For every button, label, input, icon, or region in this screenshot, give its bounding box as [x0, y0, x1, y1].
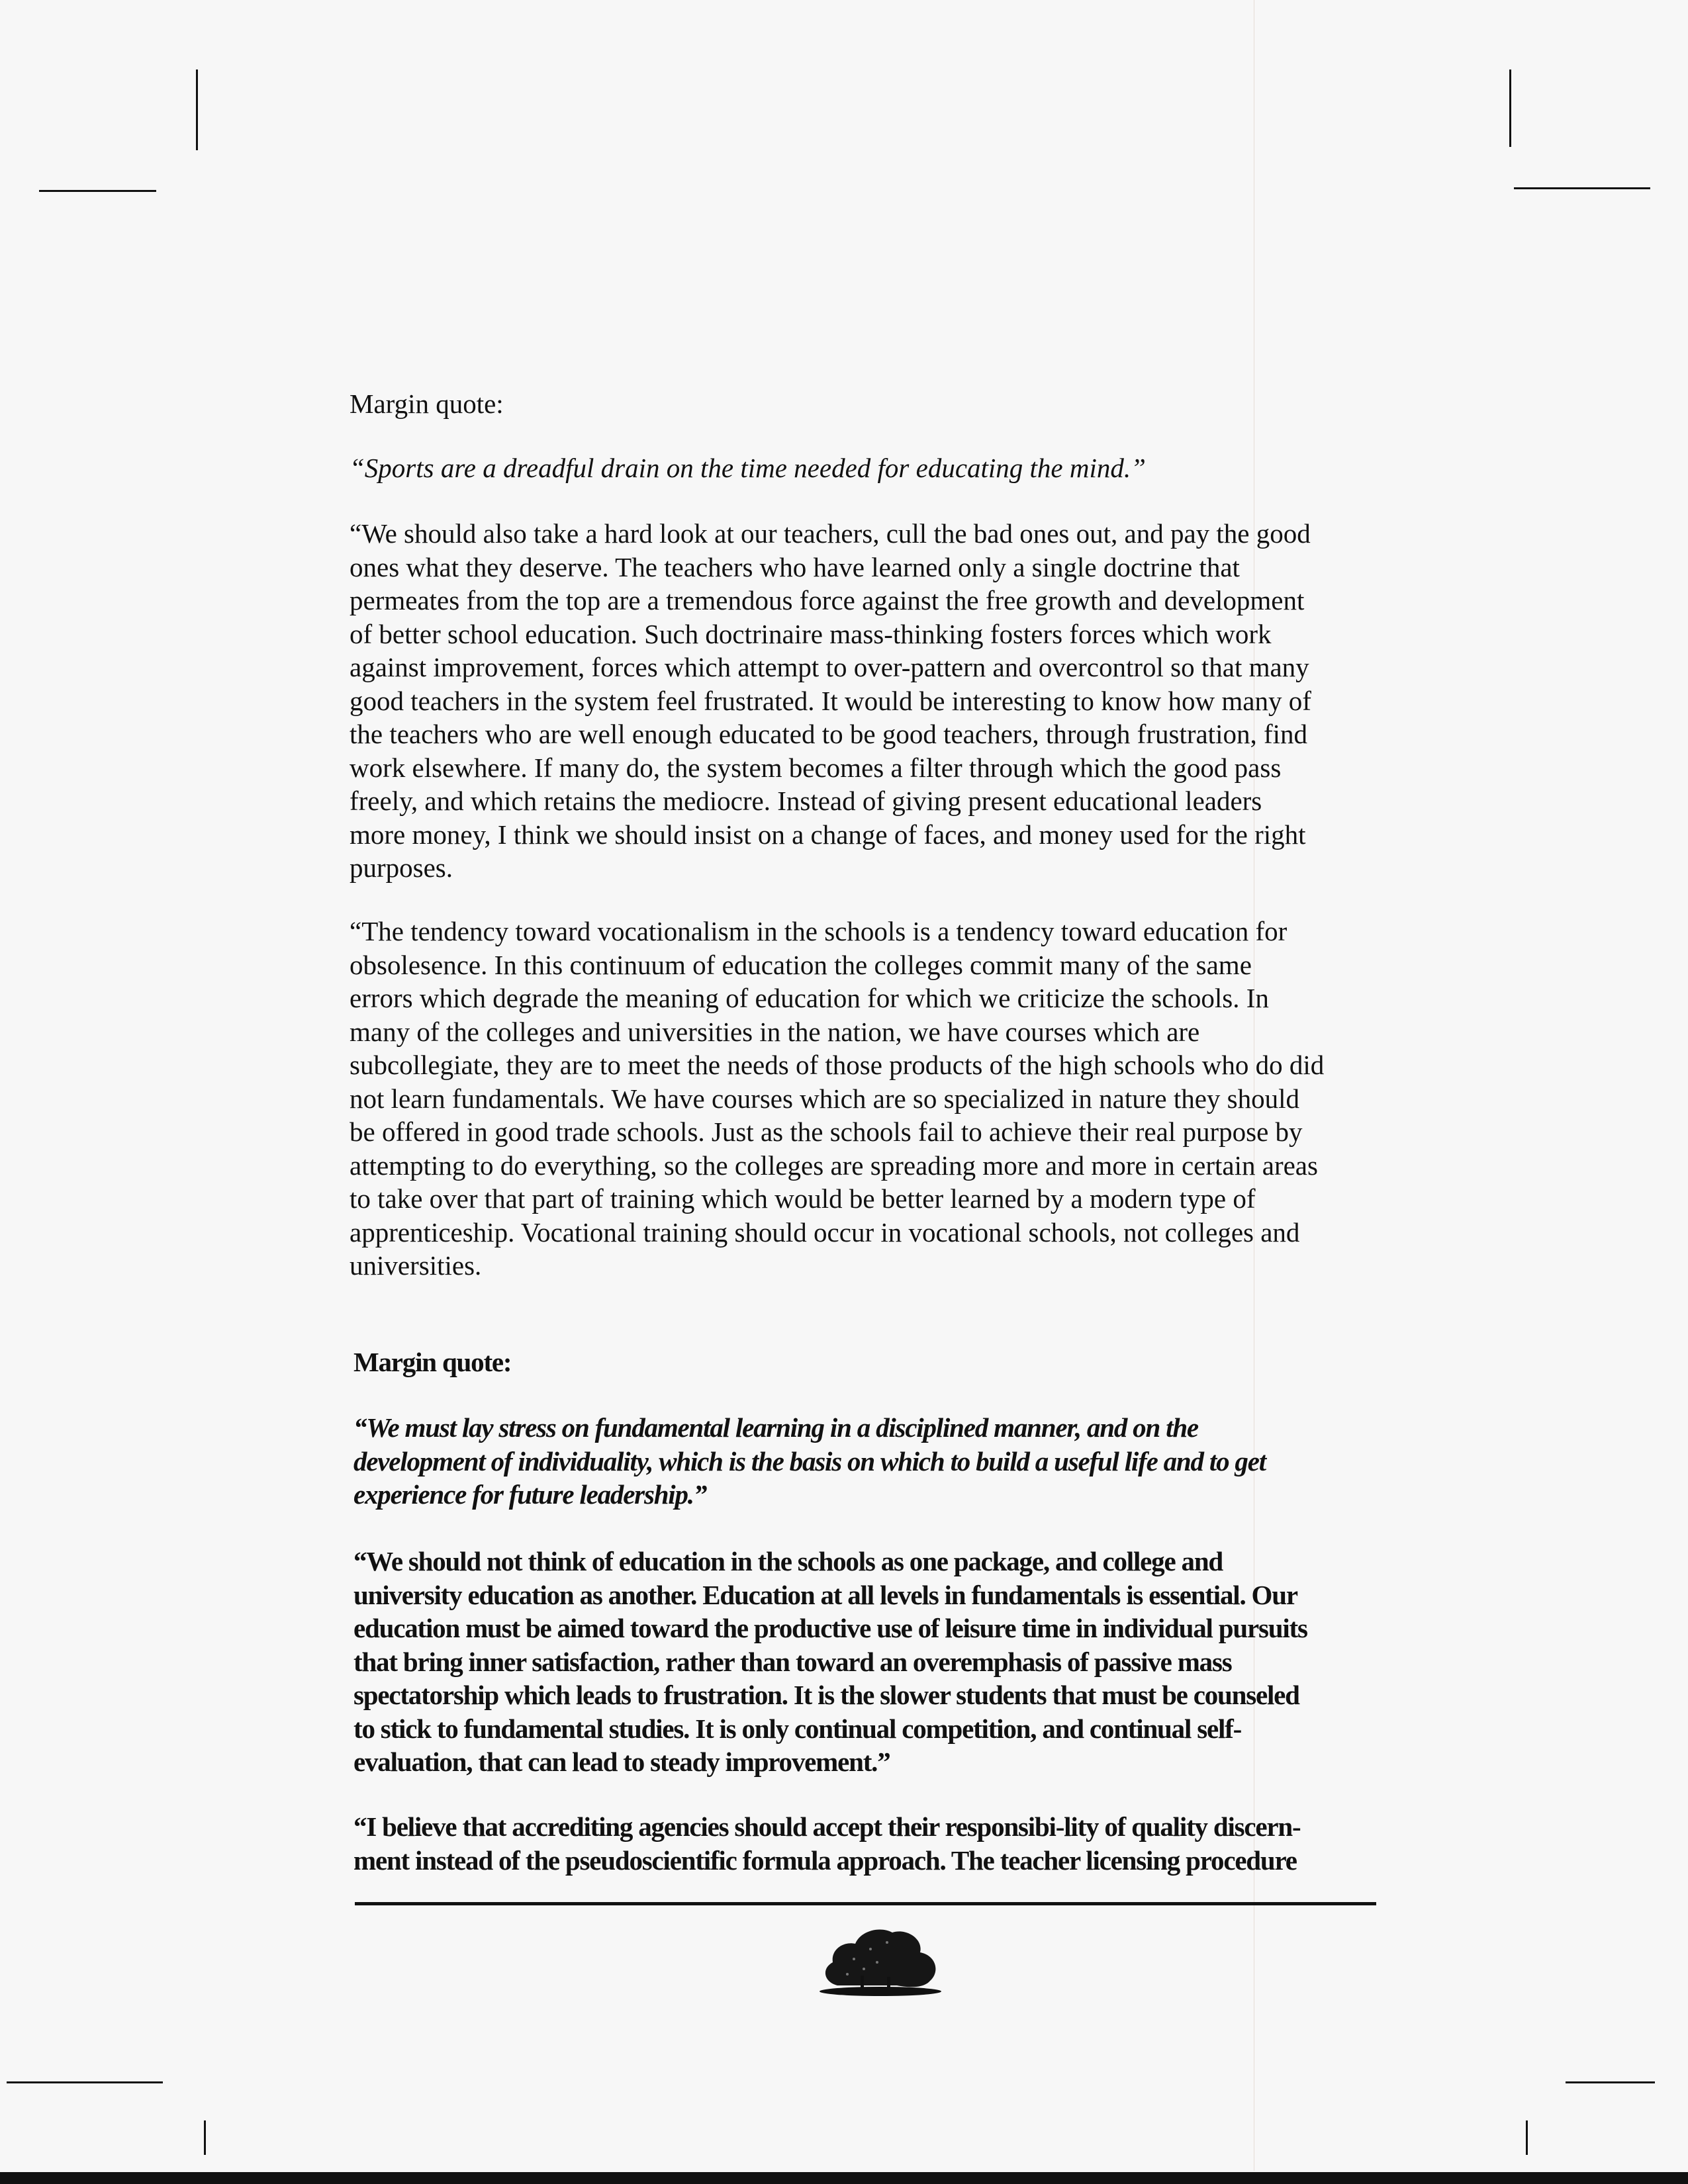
crop-mark: [39, 190, 156, 192]
text-line: “I believe that accrediting agencies should accept their responsibi-lity of quality discern-: [353, 1811, 1301, 1842]
quote-line: “Sports are a dreadful drain on the time needed for educating the mind.”: [350, 453, 1146, 483]
text-line: freely, and which retains the mediocre. Instead of giving present educational leaders: [350, 786, 1262, 816]
text-line: the teachers who are well enough educated to be good teachers, through frustration, find: [350, 719, 1308, 749]
text-line: university education as another. Education at all levels in fundamentals is essential. Our: [353, 1579, 1297, 1610]
text-line: to take over that part of training which would be better learned by a modern type of: [350, 1183, 1256, 1214]
paragraph-4: [353, 1810, 1413, 1877]
text-line: against improvement, forces which attempt to over-pattern and overcontrol so that many: [350, 652, 1309, 682]
text-line: “We should also take a hard look at our teachers, cull the bad ones out, and pay the good: [350, 518, 1311, 549]
text-line: be offered in good trade schools. Just as the schools fail to achieve their real purpose by: [350, 1116, 1303, 1147]
text-line: ones what they deserve. The teachers who have learned only a single doctrine that: [350, 551, 1240, 582]
margin-label-1: Margin quote:: [350, 388, 504, 419]
text-line: education must be aimed toward the productive use of leisure time in individual pursuits: [353, 1613, 1307, 1643]
tree-icon: [814, 1923, 947, 2002]
margin-quote-2: [353, 1411, 1413, 1512]
text-line: that bring inner satisfaction, rather than toward an overemphasis of passive mass: [353, 1646, 1232, 1677]
text-line: permeates from the top are a tremendous force against the free growth and development: [350, 585, 1305, 615]
text-line: spectatorship which leads to frustration. It is the slower students that must be counseled: [353, 1680, 1299, 1710]
text-line: “We should not think of education in the schools as one package, and college and: [353, 1546, 1223, 1576]
text-line: attempting to do everything, so the colleges are spreading more and more in certain areas: [350, 1150, 1318, 1181]
text-line: to stick to fundamental studies. It is only continual competition, and continual self-: [353, 1713, 1242, 1744]
text-line: experience for future leadership.”: [353, 1479, 707, 1510]
paragraph-2: [350, 915, 1409, 1283]
text-line: subcollegiate, they are to meet the needs of those products of the high schools who do did: [350, 1050, 1325, 1080]
text-line: ment instead of the pseudoscientific formula approach. The teacher licensing procedure: [353, 1844, 1297, 1876]
crop-mark: [1514, 187, 1650, 189]
crop-mark: [204, 2120, 206, 2155]
text-line: “We must lay stress on fundamental learning in a disciplined manner, and on the: [353, 1412, 1198, 1443]
crop-mark: [7, 2081, 163, 2083]
paragraph-3: [353, 1545, 1413, 1779]
text-line: development of individuality, which is the basis on which to build a useful life and to get: [353, 1445, 1266, 1477]
crop-mark: [1509, 69, 1511, 147]
text-line: not learn fundamentals. We have courses which are so specialized in nature they should: [350, 1083, 1300, 1114]
text-line: obsolesence. In this continuum of education the colleges commit many of the same: [350, 949, 1252, 980]
crop-mark: [1566, 2081, 1655, 2083]
crop-mark: [196, 69, 198, 150]
margin-label-2: Margin quote:: [353, 1347, 512, 1377]
text-line: universities.: [350, 1250, 482, 1281]
text-line: evaluation, that can lead to steady improvement.”: [353, 1747, 890, 1777]
text-line: “The tendency toward vocationalism in the schools is a tendency toward education for: [350, 916, 1288, 946]
text-line: work elsewhere. If many do, the system becomes a filter through which the good pass: [350, 752, 1282, 783]
crop-mark: [1526, 2120, 1528, 2155]
paragraph-1: [350, 517, 1409, 885]
text-line: apprenticeship. Vocational training should occur in vocational schools, not colleges and: [350, 1216, 1300, 1248]
text-line: good teachers in the system feel frustrated. It would be interesting to know how many of: [350, 685, 1311, 716]
footer-rule: [355, 1902, 1376, 1905]
text-line: of better school education. Such doctrinaire mass-thinking fosters forces which work: [350, 618, 1272, 649]
scan-edge: [0, 2172, 1688, 2184]
margin-quote-1: [350, 451, 1409, 485]
text-line: purposes.: [350, 852, 453, 883]
text-line: errors which degrade the meaning of education for which we criticize the schools. In: [350, 983, 1269, 1013]
text-line: many of the colleges and universities in the nation, we have courses which are: [350, 1016, 1200, 1047]
text-line: more money, I think we should insist on a change of faces, and money used for the right: [350, 819, 1306, 850]
